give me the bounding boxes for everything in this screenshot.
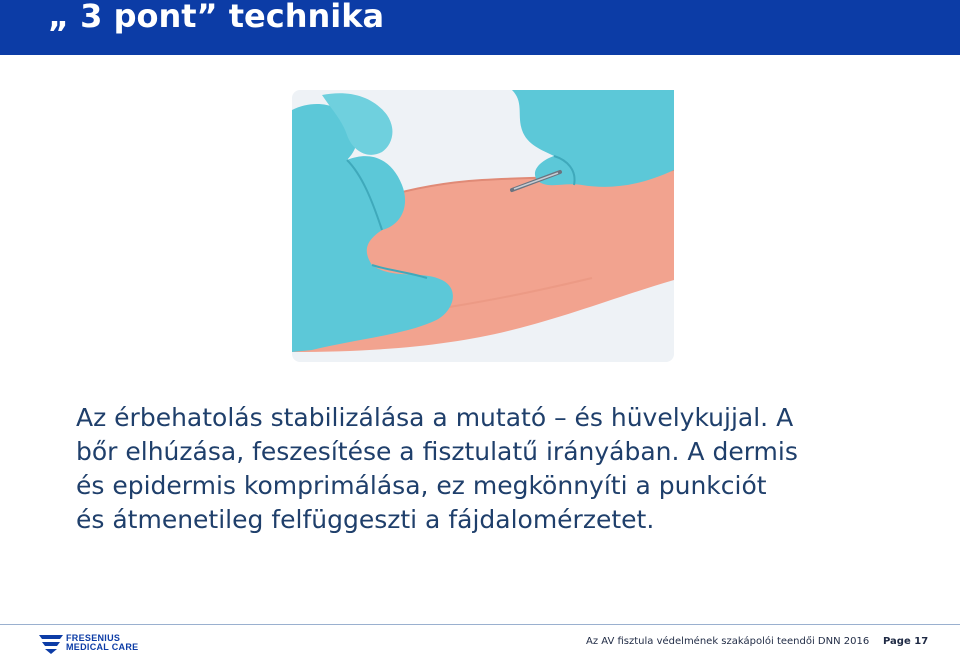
body-line: bőr elhúzása, feszesítése a fisztulatű irányában. A dermis bbox=[76, 437, 798, 466]
logo-line-1: FRESENIUS bbox=[66, 633, 121, 643]
body-line: és epidermis komprimálása, ez megkönnyíti a punkciót bbox=[76, 471, 767, 500]
body-line: és átmenetileg felfüggeszti a fájdalomérzetet. bbox=[76, 505, 655, 534]
logo-line-2: MEDICAL CARE bbox=[66, 642, 139, 652]
footer-text: Az AV fisztula védelmének szakápolói teendői DNN 2016 bbox=[586, 636, 870, 647]
logo-wordmark bbox=[66, 634, 138, 652]
fresenius-logo-icon bbox=[38, 632, 64, 654]
page-number: Page 17 bbox=[883, 636, 929, 647]
body-line: Az érbehatolás stabilizálása a mutató – és hüvelykujjal. A bbox=[76, 403, 794, 432]
fresenius-logo bbox=[38, 632, 158, 654]
cannulation-illustration bbox=[292, 90, 674, 362]
footer-divider bbox=[0, 624, 960, 625]
title-bar bbox=[0, 0, 960, 55]
body-paragraph bbox=[76, 401, 936, 537]
gloved-hands-needle-image bbox=[292, 90, 674, 362]
slide-title: „ 3 pont” technika bbox=[48, 0, 385, 35]
